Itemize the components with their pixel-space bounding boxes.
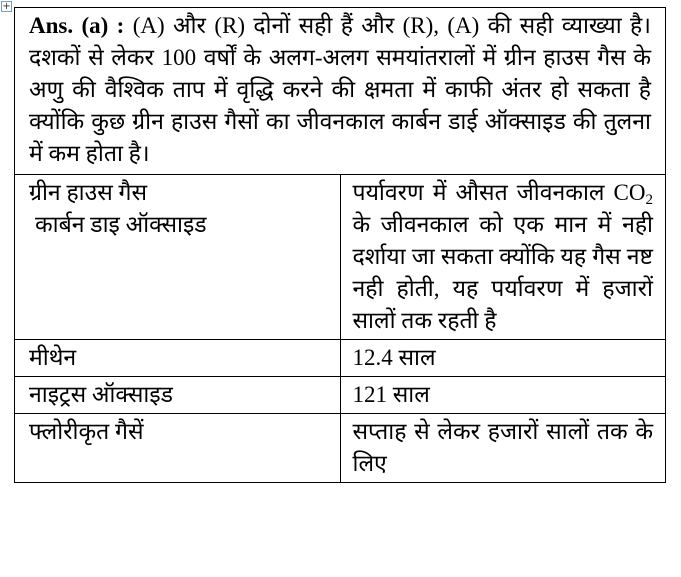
table-row bbox=[15, 175, 666, 340]
table-row bbox=[15, 377, 666, 414]
co2-subscript: 2 bbox=[645, 192, 653, 208]
lifetime-cell: 121 साल bbox=[340, 377, 666, 414]
table-row bbox=[15, 414, 666, 483]
lifetime-cell: 12.4 साल bbox=[340, 340, 666, 377]
answer-label: Ans. (a) : bbox=[29, 13, 125, 38]
answer-cell bbox=[15, 8, 666, 175]
gas-name-cell: नाइट्रस ऑक्साइड bbox=[15, 377, 341, 414]
lifetime-text-start: पर्यावरण में औसत जीवनकाल CO bbox=[352, 180, 646, 205]
table-row bbox=[15, 340, 666, 377]
lifetime-text-end: के जीवनकाल को एक मान में नही दर्शाया जा सकता क्योंकि यह गैस नष्ट नही होती, यह पर्यावरण में हजारों सालों तक रहती है bbox=[352, 212, 653, 333]
answer-table bbox=[14, 7, 666, 483]
answer-text: (A) और (R) दोनों सही हैं और (R), (A) की सही व्याख्या है। दशकों से लेकर 100 वर्षों के अलग-अलग समयांतरालों में ग्रीन हाउस गैस के अणु की वैश्विक ताप में वृद्धि करने की क्षमता में काफी अंतर हो सकता है क्योंकि कुछ ग्रीन हाउस गैसों का जीवनकाल कार्बन डाई ऑक्साइड की तुलना में कम होता है। bbox=[29, 13, 651, 166]
lifetime-cell: सप्ताह से लेकर हजारों सालों तक के लिए bbox=[340, 414, 666, 483]
gas-name-line1: ग्रीन हाउस गैस bbox=[29, 180, 148, 205]
gas-name-cell: फ्लोरीकृत गैसें bbox=[15, 414, 341, 483]
answer-header-row bbox=[15, 8, 666, 175]
gas-name-line2: कार्बन डाइ ऑक्साइड bbox=[35, 212, 207, 237]
lifetime-cell bbox=[340, 175, 666, 340]
table-move-handle-icon[interactable]: + bbox=[2, 1, 11, 12]
gas-name-cell: मीथेन bbox=[15, 340, 341, 377]
gas-name-cell bbox=[15, 175, 341, 340]
